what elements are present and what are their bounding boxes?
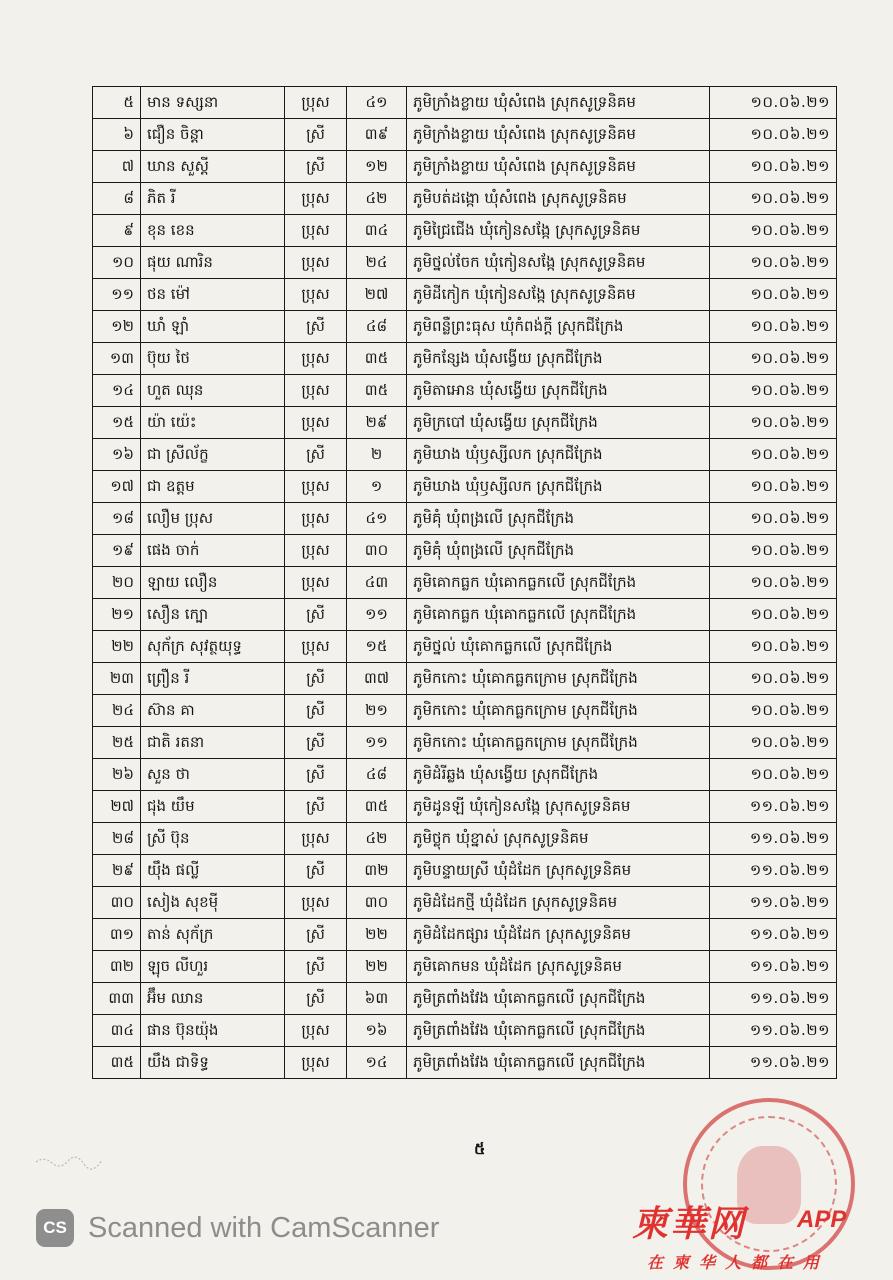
- cell-sex: ស្រី: [285, 599, 347, 631]
- cell-address: ភូមិកកោះ ឃុំគោកធ្លកក្រោម ស្រុកជីក្រែង: [407, 727, 710, 759]
- table-row: [93, 503, 837, 535]
- cell-address: ភូមិដំដែកផ្សារ ឃុំដំដែក ស្រុកសូទ្រនិគម: [407, 919, 710, 951]
- cell-age: ១៥: [347, 631, 407, 663]
- cell-name: តាន់ សុក័ក្រ: [141, 919, 285, 951]
- cell-no: ១៨: [93, 503, 141, 535]
- cell-address: ភូមិគោកធ្លក ឃុំគោកធ្លកលើ ស្រុកជីក្រែង: [407, 599, 710, 631]
- table-row: [93, 631, 837, 663]
- cell-name: ថន ម៉ៅ: [141, 279, 285, 311]
- cell-sex: ស្រី: [285, 663, 347, 695]
- cell-no: ២៦: [93, 759, 141, 791]
- cell-sex: ស្រី: [285, 759, 347, 791]
- cell-age: ១១: [347, 599, 407, 631]
- cell-date: ១១.០៦.២១: [710, 1015, 837, 1047]
- cell-no: ៨: [93, 183, 141, 215]
- cell-date: ១១.០៦.២១: [710, 919, 837, 951]
- table-row: [93, 375, 837, 407]
- table-row: [93, 759, 837, 791]
- cell-age: ២២: [347, 919, 407, 951]
- cell-address: ភូមិដីកៀក ឃុំកៀនសង្កែ ស្រុកសូទ្រនិគម: [407, 279, 710, 311]
- cell-age: ២: [347, 439, 407, 471]
- table-row: [93, 567, 837, 599]
- cell-sex: ប្រុស: [285, 343, 347, 375]
- cell-date: ១០.០៦.២១: [710, 247, 837, 279]
- cell-age: ៣៧: [347, 663, 407, 695]
- cell-name: ហួត ឈុន: [141, 375, 285, 407]
- cell-sex: ប្រុស: [285, 375, 347, 407]
- cell-name: យឹង ជាទិទ្ធ: [141, 1047, 285, 1079]
- table-row: [93, 951, 837, 983]
- cell-name: ស៊ាន គា: [141, 695, 285, 727]
- table-row: [93, 855, 837, 887]
- cell-date: ១០.០៦.២១: [710, 151, 837, 183]
- cell-address: ភូមិគោកធ្លក ឃុំគោកធ្លកលើ ស្រុកជីក្រែង: [407, 567, 710, 599]
- cell-name: ជា ឧត្តម: [141, 471, 285, 503]
- cell-sex: ស្រី: [285, 983, 347, 1015]
- cell-address: ភូមិឃាង ឃុំឫស្សីលក ស្រុកជីក្រែង: [407, 439, 710, 471]
- cell-address: ភូមិបន្ទាយស្រី ឃុំដំដែក ស្រុកសូទ្រនិគម: [407, 855, 710, 887]
- cell-address: ភូមិក្រាំងខ្លាយ ឃុំសំពេង ស្រុកសូទ្រនិគម: [407, 119, 710, 151]
- table-row: [93, 535, 837, 567]
- cell-age: ៣៥: [347, 791, 407, 823]
- cell-no: ២៩: [93, 855, 141, 887]
- page-number: ៥: [474, 1139, 486, 1158]
- table-row: [93, 151, 837, 183]
- cell-age: ៤៣: [347, 567, 407, 599]
- cell-no: ៦: [93, 119, 141, 151]
- cell-address: ភូមិពន្លឺព្រះធុស ឃុំកំពង់ក្តី ស្រុកជីក្រែង: [407, 311, 710, 343]
- cell-name: ឡុច លីហួរ: [141, 951, 285, 983]
- table-row: [93, 1047, 837, 1079]
- cell-date: ១០.០៦.២១: [710, 279, 837, 311]
- cell-address: ភូមិដំដែកថ្មី ឃុំដំដែក ស្រុកសូទ្រនិគម: [407, 887, 710, 919]
- table-row: [93, 823, 837, 855]
- cell-name: សុក័ក្រ សុវត្ថយុទ្ធ: [141, 631, 285, 663]
- cell-name: យ៉ា យ៉េះ: [141, 407, 285, 439]
- camscanner-logo-icon: CS: [36, 1209, 74, 1247]
- cell-no: ១២: [93, 311, 141, 343]
- cell-name: ប៊ុយ ថៃ: [141, 343, 285, 375]
- cell-date: ១០.០៦.២១: [710, 183, 837, 215]
- cell-sex: ស្រី: [285, 439, 347, 471]
- cell-no: ១៦: [93, 439, 141, 471]
- table-row: [93, 87, 837, 119]
- cell-age: ២៧: [347, 279, 407, 311]
- cell-date: ១១.០៦.២១: [710, 951, 837, 983]
- cell-address: ភូមិថ្នល់ ឃុំគោកធ្លកលើ ស្រុកជីក្រែង: [407, 631, 710, 663]
- cell-address: ភូមិក្រាំងខ្លាយ ឃុំសំពេង ស្រុកសូទ្រនិគម: [407, 87, 710, 119]
- cell-date: ១០.០៦.២១: [710, 663, 837, 695]
- cell-no: ១៥: [93, 407, 141, 439]
- cell-date: ១០.០៦.២១: [710, 439, 837, 471]
- cell-address: ភូមិគុំ ឃុំពង្រលើ ស្រុកជីក្រែង: [407, 535, 710, 567]
- cell-age: ២២: [347, 951, 407, 983]
- cell-date: ១០.០៦.២១: [710, 215, 837, 247]
- cell-name: ឃាំ ឡាំ: [141, 311, 285, 343]
- table-row: [93, 247, 837, 279]
- cell-date: ១០.០៦.២១: [710, 87, 837, 119]
- cell-age: ៤៨: [347, 311, 407, 343]
- cell-no: ៣៥: [93, 1047, 141, 1079]
- cell-sex: ស្រី: [285, 119, 347, 151]
- cell-no: ២៥: [93, 727, 141, 759]
- cell-no: ៣១: [93, 919, 141, 951]
- cell-address: ភូមិត្រពាំងវែង ឃុំគោកធ្លកលើ ស្រុកជីក្រែង: [407, 1047, 710, 1079]
- cell-date: ១០.០៦.២១: [710, 567, 837, 599]
- cell-date: ១១.០៦.២១: [710, 887, 837, 919]
- records-table-body: [93, 87, 837, 1079]
- seal-emblem: [737, 1146, 801, 1224]
- cell-date: ១០.០៦.២១: [710, 471, 837, 503]
- cell-sex: ស្រី: [285, 727, 347, 759]
- cell-sex: ប្រុស: [285, 471, 347, 503]
- cell-address: ភូមិគោកមន ឃុំដំដែក ស្រុកសូទ្រនិគម: [407, 951, 710, 983]
- cell-no: ២០: [93, 567, 141, 599]
- cell-name: មាន ទស្សនា: [141, 87, 285, 119]
- cell-name: ឡាយ លឿន: [141, 567, 285, 599]
- cell-no: ២៤: [93, 695, 141, 727]
- cell-date: ១០.០៦.២១: [710, 311, 837, 343]
- cell-no: ៩: [93, 215, 141, 247]
- cell-sex: ប្រុស: [285, 183, 347, 215]
- cell-no: ៣៤: [93, 1015, 141, 1047]
- cell-sex: ប្រុស: [285, 823, 347, 855]
- cell-sex: ប្រុស: [285, 87, 347, 119]
- records-table: [92, 86, 837, 1079]
- cell-no: ២១: [93, 599, 141, 631]
- cell-name: ព្រឿន រី: [141, 663, 285, 695]
- table-row: [93, 183, 837, 215]
- cell-date: ១០.០៦.២១: [710, 375, 837, 407]
- table-row: [93, 119, 837, 151]
- cell-age: ៤១: [347, 503, 407, 535]
- cell-age: ៤១: [347, 87, 407, 119]
- brand-app-label: APP: [797, 1206, 847, 1233]
- cell-date: ១០.០៦.២១: [710, 343, 837, 375]
- cell-no: ២៧: [93, 791, 141, 823]
- cell-sex: ស្រី: [285, 695, 347, 727]
- cell-address: ភូមិកកោះ ឃុំគោកធ្លកក្រោម ស្រុកជីក្រែង: [407, 695, 710, 727]
- cell-sex: ស្រី: [285, 311, 347, 343]
- cell-sex: ប្រុស: [285, 215, 347, 247]
- cell-age: ៣២: [347, 855, 407, 887]
- brand-slogan: 在柬华人都在用: [647, 1255, 830, 1272]
- cell-age: ៣០: [347, 535, 407, 567]
- cell-date: ១០.០៦.២១: [710, 599, 837, 631]
- cell-sex: ប្រុស: [285, 1047, 347, 1079]
- cell-no: ៧: [93, 151, 141, 183]
- cell-address: ភូមិត្រពាំងវែង ឃុំគោកធ្លកលើ ស្រុកជីក្រែង: [407, 1015, 710, 1047]
- cell-name: ខុន ខេន: [141, 215, 285, 247]
- cell-age: ២៤: [347, 247, 407, 279]
- cell-name: ភិត រី: [141, 183, 285, 215]
- cell-name: លឿម ប្រុស: [141, 503, 285, 535]
- cell-date: ១១.០៦.២១: [710, 983, 837, 1015]
- cell-age: ៣៩: [347, 119, 407, 151]
- table-row: [93, 599, 837, 631]
- cell-sex: ប្រុស: [285, 887, 347, 919]
- cell-no: ១០: [93, 247, 141, 279]
- cell-date: ១០.០៦.២១: [710, 407, 837, 439]
- table-row: [93, 791, 837, 823]
- cell-no: ២២: [93, 631, 141, 663]
- cell-name: ជុង យឹម: [141, 791, 285, 823]
- cell-age: ៤២: [347, 183, 407, 215]
- cell-no: ១៣: [93, 343, 141, 375]
- cell-address: ភូមិតាអោន ឃុំសង្វើយ ស្រុកជីក្រែង: [407, 375, 710, 407]
- cell-sex: ស្រី: [285, 919, 347, 951]
- cell-age: ៣៥: [347, 343, 407, 375]
- cell-sex: ប្រុស: [285, 631, 347, 663]
- cell-age: ៤២: [347, 823, 407, 855]
- cell-age: ៤៨: [347, 759, 407, 791]
- cell-sex: ប្រុស: [285, 279, 347, 311]
- cell-name: សៀង សុខម៉ី: [141, 887, 285, 919]
- cell-sex: ស្រី: [285, 791, 347, 823]
- cell-date: ១១.០៦.២១: [710, 823, 837, 855]
- cell-address: ភូមិជ្រៃជើង ឃុំកៀនសង្កែ ស្រុកសូទ្រនិគម: [407, 215, 710, 247]
- table-row: [93, 695, 837, 727]
- cell-address: ភូមិថ្លុក ឃុំខ្នាស់ ស្រុកសូទ្រនិគម: [407, 823, 710, 855]
- cell-date: ១០.០៦.២១: [710, 727, 837, 759]
- table-row: [93, 663, 837, 695]
- cell-sex: ស្រី: [285, 855, 347, 887]
- cell-no: ៣៣: [93, 983, 141, 1015]
- cell-sex: ស្រី: [285, 951, 347, 983]
- cell-address: ភូមិក្របៅ ឃុំសង្វើយ ស្រុកជីក្រែង: [407, 407, 710, 439]
- cell-age: ១១: [347, 727, 407, 759]
- cell-age: ៣០: [347, 887, 407, 919]
- table-row: [93, 311, 837, 343]
- cell-age: ១២: [347, 151, 407, 183]
- cell-date: ១០.០៦.២១: [710, 119, 837, 151]
- table-row: [93, 471, 837, 503]
- cell-name: ផុយ ណារិន: [141, 247, 285, 279]
- cell-address: ភូមិដូនឡី ឃុំកៀនសង្កែ ស្រុកសូទ្រនិគម: [407, 791, 710, 823]
- cell-age: ៦៣: [347, 983, 407, 1015]
- cell-age: ២៩: [347, 407, 407, 439]
- cell-no: ១៩: [93, 535, 141, 567]
- cell-address: ភូមិដំរីឆ្លង ឃុំសង្វើយ ស្រុកជីក្រែង: [407, 759, 710, 791]
- cell-age: ១៤: [347, 1047, 407, 1079]
- table-row: [93, 727, 837, 759]
- table-row: [93, 919, 837, 951]
- cell-no: ១៧: [93, 471, 141, 503]
- cell-name: ជឿន ចិន្តា: [141, 119, 285, 151]
- cell-name: អ៊ឹម ឈាន: [141, 983, 285, 1015]
- cell-address: ភូមិឃាង ឃុំឫស្សីលក ស្រុកជីក្រែង: [407, 471, 710, 503]
- cell-address: ភូមិថ្នល់ចែក ឃុំកៀនសង្កែ ស្រុកសូទ្រនិគម: [407, 247, 710, 279]
- table-row: [93, 343, 837, 375]
- cell-name: ជាតិ រតនា: [141, 727, 285, 759]
- cell-address: ភូមិគុំ ឃុំពង្រលើ ស្រុកជីក្រែង: [407, 503, 710, 535]
- cell-date: ១០.០៦.២១: [710, 631, 837, 663]
- cell-name: សឿន ក្បោ: [141, 599, 285, 631]
- cell-sex: ប្រុស: [285, 535, 347, 567]
- cell-date: ១០.០៦.២១: [710, 503, 837, 535]
- cell-name: ស្រី ប៊ុន: [141, 823, 285, 855]
- cell-name: ផេង ចាក់: [141, 535, 285, 567]
- cell-name: ផាន ប៊ុនយ៉ុង: [141, 1015, 285, 1047]
- table-row: [93, 439, 837, 471]
- cell-age: ៣៤: [347, 215, 407, 247]
- cell-age: ១៦: [347, 1015, 407, 1047]
- table-row: [93, 1015, 837, 1047]
- cell-no: ១១: [93, 279, 141, 311]
- cell-date: ១១.០៦.២១: [710, 1047, 837, 1079]
- cell-date: ១០.០៦.២១: [710, 535, 837, 567]
- cell-date: ១១.០៦.២១: [710, 791, 837, 823]
- cell-no: ៣០: [93, 887, 141, 919]
- cell-address: ភូមិកកោះ ឃុំគោកធ្លកក្រោម ស្រុកជីក្រែង: [407, 663, 710, 695]
- cell-address: ភូមិក្រាំងខ្លាយ ឃុំសំពេង ស្រុកសូទ្រនិគម: [407, 151, 710, 183]
- cell-name: ជា ស្រីល័ក្ខ: [141, 439, 285, 471]
- table-row: [93, 279, 837, 311]
- cell-address: ភូមិកន្សែង ឃុំសង្វើយ ស្រុកជីក្រែង: [407, 343, 710, 375]
- cell-no: ២៣: [93, 663, 141, 695]
- table-row: [93, 983, 837, 1015]
- cell-no: ៥: [93, 87, 141, 119]
- cell-no: ២៨: [93, 823, 141, 855]
- cell-age: ២១: [347, 695, 407, 727]
- signature-scribble-icon: [34, 1152, 104, 1172]
- cell-date: ១១.០៦.២១: [710, 855, 837, 887]
- camscanner-text: Scanned with CamScanner: [88, 1211, 440, 1244]
- cell-age: ១: [347, 471, 407, 503]
- table-row: [93, 887, 837, 919]
- cell-no: ៣២: [93, 951, 141, 983]
- cell-name: សួន ថា: [141, 759, 285, 791]
- cell-sex: ស្រី: [285, 151, 347, 183]
- cell-sex: ប្រុស: [285, 567, 347, 599]
- cell-sex: ប្រុស: [285, 503, 347, 535]
- table-row: [93, 407, 837, 439]
- brand-logo: 柬華网: [632, 1203, 747, 1244]
- cell-address: ភូមិត្រពាំងវែង ឃុំគោកធ្លកលើ ស្រុកជីក្រែង: [407, 983, 710, 1015]
- table-row: [93, 215, 837, 247]
- cell-sex: ប្រុស: [285, 247, 347, 279]
- cell-name: ឃាន សួស្តី: [141, 151, 285, 183]
- cell-name: យ៉ឹង ផល្លី: [141, 855, 285, 887]
- cell-date: ១០.០៦.២១: [710, 759, 837, 791]
- cell-date: ១០.០៦.២១: [710, 695, 837, 727]
- cell-sex: ប្រុស: [285, 407, 347, 439]
- cell-no: ១៤: [93, 375, 141, 407]
- cell-sex: ប្រុស: [285, 1015, 347, 1047]
- cell-address: ភូមិបត់ដង្កោ ឃុំសំពេង ស្រុកសូទ្រនិគម: [407, 183, 710, 215]
- camscanner-watermark: [36, 1208, 439, 1248]
- cell-age: ៣៥: [347, 375, 407, 407]
